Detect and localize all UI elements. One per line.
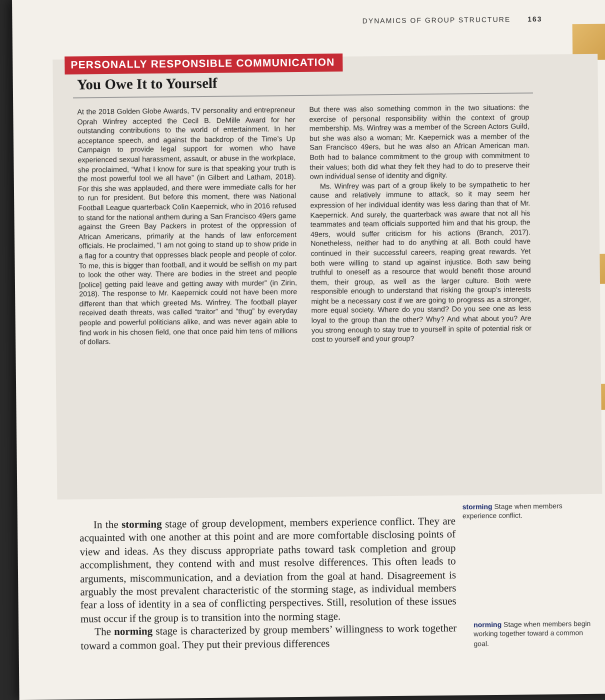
running-title: DYNAMICS OF GROUP STRUCTURE — [362, 16, 511, 26]
box-column-left — [77, 105, 297, 347]
glossary-term: norming — [473, 621, 502, 630]
glossary-entry — [474, 620, 594, 649]
box-column-right — [309, 103, 531, 345]
glossary-definition: Stage when members begin working together toward a common goal. — [473, 620, 591, 649]
main-text — [79, 515, 456, 653]
box-paragraph: At the 2018 Golden Globe Awards, TV personality and entrepreneur Oprah Winfrey accepted the Cecil B. DeMille Award for her outstanding contributions to the world of entertainment. In her acceptance speech, and against the backdrop of the Time’s Up Campaign to provide legal support for women who have experienced sexual harassment, assault, or abuse in the workplace, she proclaimed, “What I know for sure is that speaking your truth is the most powerful tool we all have” (in Gilbert and Latham, 2018). For this she was applauded, and there were immediate calls for her to run for president. But before this moment, there was National Football League quarterback Colin Kaepernick, who in 2016 refused to stand for the national anthem during a San Francisco 49ers game against the Green Bay Packers in protest of the oppression of African Americans, primarily at the hands of law enforcement officials. He proclaimed, “I am not going to stand up to show pride in a flag for a country that oppresses black people and people of color. To me, this is bigger than football, and it would be selfish on my part to look the other way. There are bodies in the street and people [police] getting paid leave and getting away with murder” (in Zirin, 2018). The response to Mr. Kaepernick could not have been more different than that which greeted Ms. Winfrey. The football player received death threats, was called “traitor” and “thug” by everyday people and powerful politicians alike, and was never again able to find work in his chosen field, one that once paid him tens of millions of dollars. — [77, 105, 298, 347]
book-page — [12, 0, 605, 700]
running-header — [362, 16, 542, 25]
glossary-definition: Stage when members experience conflict. — [462, 503, 563, 521]
key-term: norming — [114, 626, 153, 639]
glossary-term: storming — [462, 503, 493, 512]
glossary-entry — [462, 502, 582, 522]
page-number: 163 — [527, 16, 543, 24]
box-paragraph: Ms. Winfrey was part of a group likely to be sympathetic to her cause and relatively immune to attack, so it may seem her expression of her individual identity was less daring than that of Mr. Kaepernick. And surely, the quarterback was aware that not all his teammates and team officials supported him and that his group, the 49ers, would suffer criticism for his actions (Branch, 2017). Nonetheless, neither had to do anything at all. Both could have continued in their successful careers, reaping great rewards. Yet both were willing to stand up against injustice. Both saw being truthful to oneself as a resource that would benefit those around them, their group, as well as the larger culture. Both were responsible enough to understand that risking the group’s interests might be a necessary cost if we are going to progress as a stronger, more equal society. Where do you stand? Do you see one as less loyal to the group than the other? Why? And what about you? Are you strong enough to stay true to yourself in spite of potential risk or cost to yourself and your group? — [310, 179, 532, 345]
body-paragraph: The norming stage is characterized by group members’ willingness to work together toward a common goal. They put their previous differences — [80, 623, 457, 652]
box-paragraph: But there was also something common in the two situations: the exercise of personal responsibility within the context of group membership. Ms. Winfrey was a member of the Screen Actors Guild, but she was also a woman; Mr. Kaepernick was a member of the San Francisco 49ers, but he was also an African American man. Both had to balance commitment to the group with commitment to their values; both did what they felt they had to do to preserve their own individual sense of identity and dignity. — [309, 102, 530, 182]
box-label: PERSONALLY RESPONSIBLE COMMUNICATION — [65, 54, 343, 75]
key-term: storming — [121, 519, 162, 531]
box-title: You Owe It to Yourself — [76, 75, 218, 94]
body-paragraph: In the storming stage of group development, members experience conflict. They are acquainted with one another at this point and are more comfortable disclosing points of view and ideas. As they discuss appropriate paths toward task completion and group accomplishment, they contend with and must resolve differences. This often leads to arguments, miscommunication, and a deviation from the goal at hand. Disagreement is arguably the most prevalent characteristic of the storming stage, as individual members fear a loss of identity in a sea of conflicting perspectives. Still, resolution of these issues must occur if the group is to transition into the norming stage. — [79, 516, 457, 626]
